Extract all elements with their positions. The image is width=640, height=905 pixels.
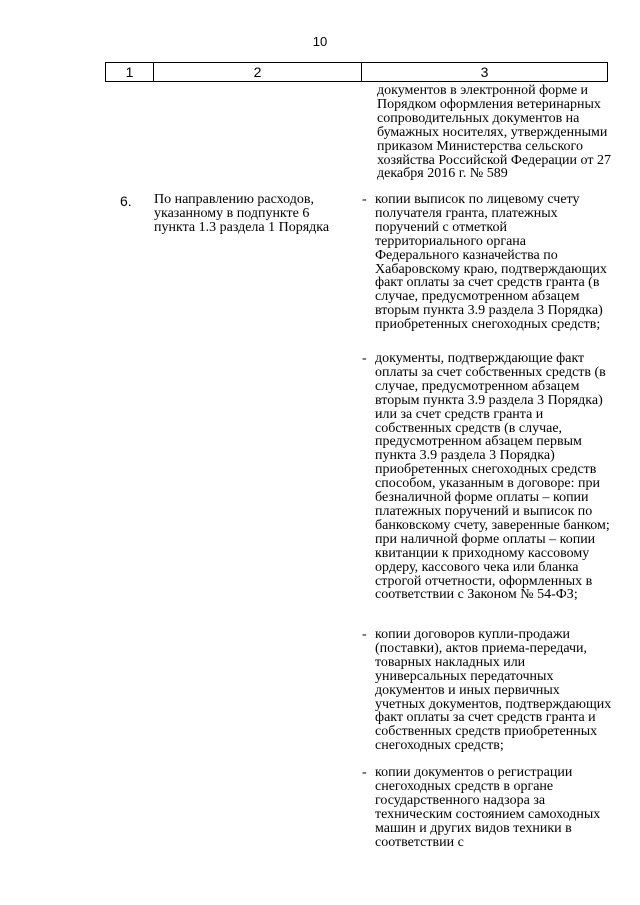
list-item <box>362 193 612 332</box>
list-item <box>362 352 612 602</box>
bullet-dash: - <box>362 192 367 207</box>
row-description: По направлению расходов, указанному в подпункте 6 пункта 1.3 раздела 1 Порядка <box>154 192 330 235</box>
list-item <box>362 766 612 849</box>
list-item-text: копии выписок по лицевому счету получателя гранта, платежных поручений с отметкой территориального органа Федерального казначейства по Хабаровскому краю, подтверждающих факт оплаты за счет средств гранта (в случае, предусмотренном абзацем вторым пункта 3.9 раздела 3 Порядка) приобретенных снегоходных средств; <box>375 192 607 333</box>
row-number: 6. <box>120 193 132 209</box>
list-item <box>362 628 612 753</box>
bullet-dash: - <box>362 627 367 642</box>
list-item-text: копии договоров купли-продажи (поставки), актов приема-передачи, товарных накладных или универсальных передаточных документов и иных первичных учетных документов, подтверждающих факт оплаты за счет средств гранта и собственных средств приобретенных снегоходных средств; <box>375 627 612 754</box>
table-header-row <box>105 62 608 82</box>
page-number: 10 <box>312 34 328 49</box>
list-item-text: копии документов о регистрации снегоходных средств в органе государственного надзора за техническим состоянием самоходных машин и других видов техники в соответствии с <box>375 765 601 850</box>
table-header-col-1: 1 <box>106 63 154 81</box>
table-header-col-2: 2 <box>154 63 362 81</box>
table-header-col-3: 3 <box>480 64 489 80</box>
bullet-dash: - <box>362 351 367 366</box>
list-item-text: документы, подтверждающие факт оплаты за счет собственных средств (в случае, предусмотренном абзацем вторым пункта 3.9 раздела 3 Порядка) или за счет средств гранта и собственных средств (в случае, предусмотренном абзацем первым пункта 3.9 раздела 3 Порядка) приобретенных снегоходных средств способом, указанным в договоре: при безналичной форме оплаты – копии платежных поручений и выписок по банковскому счету, заверенные банком; при наличной форме оплаты – копии квитанции к приходному кассовому ордеру, кассового чека или бланка строгой отчетности, оформленных в соответствии с Законом № 54-ФЗ; <box>375 351 610 603</box>
continued-text: документов в электронной форме и Порядком оформления ветеринарных сопроводительных документов на бумажных носителях, утвержденными приказом Министерства сельского хозяйства Российской Федерации от 27 декабря 2016 г. № 589 <box>377 83 611 182</box>
bullet-dash: - <box>362 765 367 780</box>
